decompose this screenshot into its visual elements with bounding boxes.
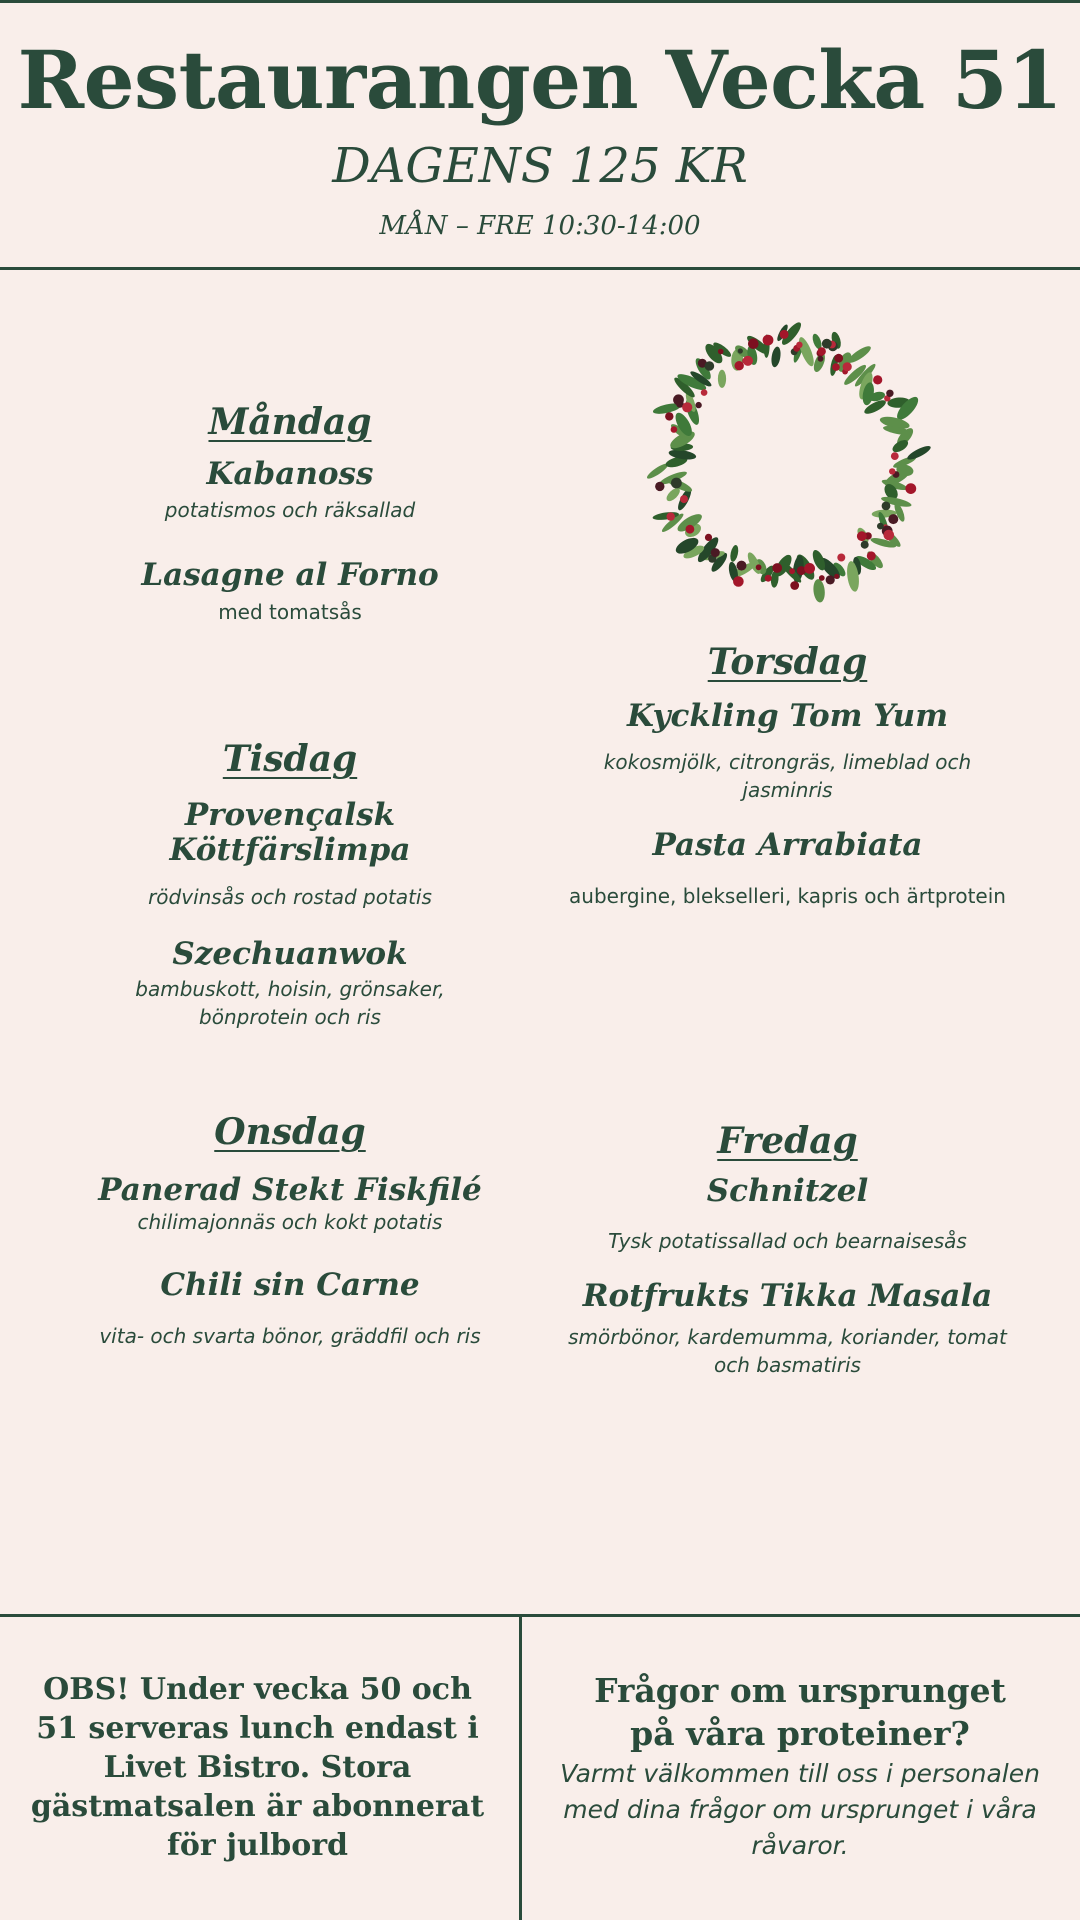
dish-description: chilimajonnäs och kokt potatis <box>137 1210 443 1235</box>
wreath-berry <box>790 581 799 590</box>
dish-name: Kabanoss <box>206 455 374 492</box>
dish-name: Panerad Stekt Fiskfilé <box>98 1171 482 1208</box>
wreath-berry <box>826 575 835 584</box>
wreath-berry <box>857 531 867 541</box>
day-monday <box>60 403 520 626</box>
wreath-berry <box>796 342 802 348</box>
dish-description: smörbönor, kardemumma, koriander, tomat och basmatiris <box>568 1324 1007 1377</box>
footer-column-divider <box>519 1614 522 1920</box>
wreath-leaf <box>718 370 726 388</box>
day-name: Måndag <box>208 401 372 443</box>
wreath-berry <box>843 362 852 371</box>
question-title-line1: Frågor om ursprunget <box>594 1671 1006 1710</box>
dish-description: bambuskott, hoisin, grönsaker, bönprotein och ris <box>135 976 445 1029</box>
wreath-berry <box>680 495 688 503</box>
wreath-berry <box>884 530 895 541</box>
wreath-berry <box>718 349 724 355</box>
day-friday <box>560 1122 1015 1379</box>
notice-text: OBS! Under vecka 50 och 51 serveras lunch endast i Livet Bistro. Stora gästmatsalen är abonnerat för julbord <box>30 1672 485 1863</box>
wreath-berry <box>834 574 839 579</box>
wreath-leaf <box>812 579 826 603</box>
wreath-berry <box>665 412 673 420</box>
wreath-berry <box>818 356 824 362</box>
wreath-berry <box>873 375 882 384</box>
wreath-berry <box>705 534 712 541</box>
wreath-berry <box>765 575 772 582</box>
wreath-berry <box>743 356 753 366</box>
wreath-berry <box>701 389 708 396</box>
wreath-berry <box>891 452 899 460</box>
wreath-berry <box>772 563 782 573</box>
wreath-leaf <box>729 544 740 562</box>
dish-name: Rotfrukts Tikka Masala <box>582 1278 993 1315</box>
wreath-berry <box>711 548 720 557</box>
wreath-berry <box>832 363 840 371</box>
wreath-berry <box>804 563 815 574</box>
day-name: Tisdag <box>222 738 358 780</box>
dish-description: Tysk potatissallad och bearnaisesås <box>608 1229 967 1254</box>
wreath-berry <box>655 482 664 491</box>
wreath-berry <box>789 568 795 574</box>
price-subtitle: DAGENS 125 KR <box>332 138 748 194</box>
wreath-berry <box>671 478 682 489</box>
wreath-berry <box>818 347 826 355</box>
wreath-berry <box>763 335 774 346</box>
day-tuesday <box>60 740 520 1031</box>
wreath-leaf <box>906 444 932 462</box>
wreath-berry <box>686 525 695 534</box>
wreath-leaf <box>770 346 782 368</box>
header-divider <box>0 267 1080 270</box>
dish-description: kokosmjölk, citrongräs, limeblad och jasminris <box>603 750 972 803</box>
wreath-berry <box>671 426 678 433</box>
wreath-berry <box>756 564 762 570</box>
wreath-berry <box>905 483 916 494</box>
day-name: Torsdag <box>707 641 868 683</box>
question-title-line2: på våra proteiner? <box>630 1713 970 1753</box>
wreath-icon <box>642 312 932 612</box>
wreath-berry <box>737 561 747 571</box>
dish-name: Pasta Arrabiata <box>652 827 923 864</box>
wreath-berry <box>735 361 744 370</box>
dish-name: Kyckling Tom Yum <box>626 697 949 734</box>
wreath-berry <box>780 330 789 339</box>
dish-name: Schnitzel <box>706 1172 869 1209</box>
footer-divider <box>0 1614 1080 1617</box>
dish-description: aubergine, blekselleri, kapris och ärtprotein <box>569 883 1006 908</box>
wreath-berry <box>861 541 869 549</box>
wreath-berry <box>748 338 759 349</box>
day-name: Onsdag <box>214 1111 366 1153</box>
question-text: Varmt välkommen till oss i personalen med dina frågor om ursprunget i våra råvaror. <box>560 1758 1040 1861</box>
protein-origin-info <box>530 1670 1070 1865</box>
dish-name: Lasagne al Forno <box>141 557 439 594</box>
wreath-berry <box>834 354 843 363</box>
wreath-berry <box>877 523 884 530</box>
wreath-berry <box>882 502 891 511</box>
dish-description: potatismos och räksallad <box>164 498 416 523</box>
wreath-berry <box>733 576 744 587</box>
wreath-berry <box>682 402 692 412</box>
wreath-berry <box>867 551 876 560</box>
dish-description: med tomatsås <box>218 599 362 624</box>
wreath-berry <box>667 512 675 520</box>
wreath-berry <box>705 361 715 371</box>
dish-name: Chili sin Carne <box>160 1267 420 1304</box>
wreath-berry <box>819 575 825 581</box>
dish-name: Provençalsk Köttfärslimpa <box>169 796 411 869</box>
opening-hours: MÅN – FRE 10:30-14:00 <box>379 211 701 241</box>
top-rule <box>0 0 1080 3</box>
dish-name: Szechuanwok <box>172 935 408 972</box>
day-wednesday <box>60 1113 520 1350</box>
day-thursday <box>560 643 1015 910</box>
wreath-berry <box>738 348 743 353</box>
dish-description: vita- och svarta bönor, gräddfil och ris <box>99 1323 481 1348</box>
dish-description: rödvinsås och rostad potatis <box>148 884 432 909</box>
wreath-berry <box>889 468 895 474</box>
wreath-berry <box>695 402 701 408</box>
wreath-berry <box>888 514 898 524</box>
wreath-berry <box>886 390 893 397</box>
wreath-berry <box>822 339 832 349</box>
page-title: Restaurangen Vecka 51 <box>17 33 1063 127</box>
day-name: Fredag <box>717 1120 858 1162</box>
wreath-berry <box>837 554 845 562</box>
